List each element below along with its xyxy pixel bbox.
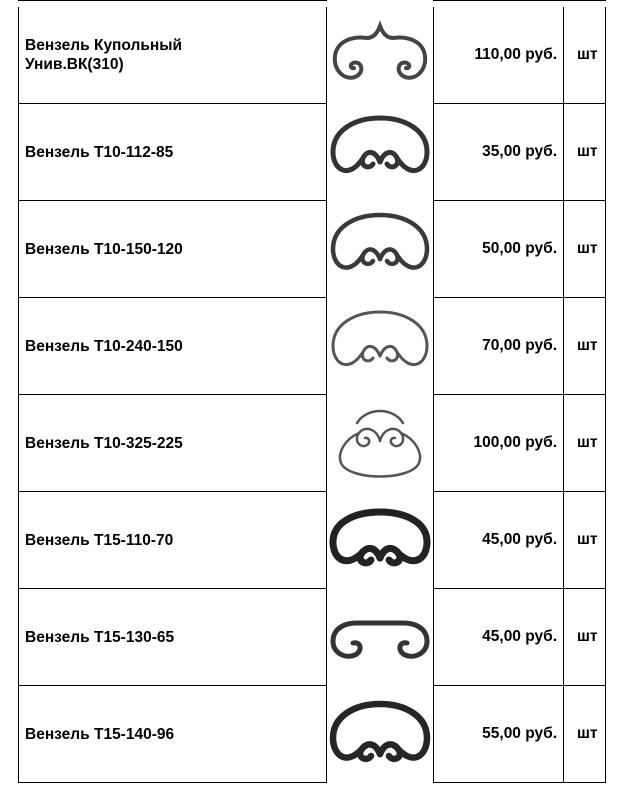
unit-cell [563, 589, 606, 686]
scroll-icon [327, 207, 434, 293]
dome-scroll-icon [327, 16, 434, 96]
price-column-top-border [433, 0, 606, 1]
table-row [0, 492, 636, 589]
unit: шт [577, 628, 598, 645]
unit: шт [577, 434, 598, 451]
product-image-cell [327, 298, 434, 395]
price-cell [433, 298, 564, 395]
product-name: Вензель Т10-150-120 [25, 240, 183, 258]
product-image-cell [327, 589, 434, 686]
unit-cell [563, 395, 606, 492]
table-row [0, 395, 636, 492]
thick-scroll-icon [327, 692, 434, 778]
price-cell [433, 492, 564, 589]
product-image-cell [327, 7, 434, 104]
unit-cell [563, 104, 606, 201]
price: 45,00 руб. [482, 628, 557, 645]
product-image-cell [327, 395, 434, 492]
price: 110,00 руб. [474, 46, 557, 63]
product-name: Вензель Купольный Унив.ВК(310) [25, 37, 183, 73]
product-image-cell [327, 492, 434, 589]
unit: шт [577, 337, 598, 354]
price-cell [433, 686, 564, 783]
price: 70,00 руб. [482, 337, 557, 354]
product-name: Вензель Т10-240-150 [25, 337, 183, 355]
scroll-icon [327, 110, 434, 196]
price-cell [433, 7, 564, 104]
product-image-cell [327, 201, 434, 298]
price: 100,00 руб. [473, 434, 557, 451]
flat-scroll-icon [327, 595, 434, 681]
table-row [0, 298, 636, 395]
product-name-cell [18, 104, 327, 201]
product-name-cell [18, 395, 327, 492]
product-name-cell [18, 492, 327, 589]
price: 35,00 руб. [482, 143, 557, 160]
price: 55,00 руб. [482, 725, 557, 742]
product-name: Вензель Т10-325-225 [25, 434, 183, 452]
table-row [0, 201, 636, 298]
thick-scroll-icon [327, 498, 434, 584]
double-spiral-scroll-icon [327, 401, 434, 487]
product-name-cell [18, 298, 327, 395]
unit: шт [577, 46, 598, 63]
product-name-cell [18, 7, 327, 104]
name-column-top-border [18, 0, 327, 1]
table-row [0, 7, 636, 104]
product-name-cell [18, 201, 327, 298]
product-image-cell [327, 104, 434, 201]
unit-cell [563, 686, 606, 783]
product-name: Вензель Т10-112-85 [25, 143, 174, 161]
price-cell [433, 589, 564, 686]
product-name: Вензель Т15-130-65 [25, 628, 175, 646]
price: 50,00 руб. [482, 240, 557, 257]
unit-cell [563, 492, 606, 589]
unit: шт [577, 143, 598, 160]
unit-cell [563, 7, 606, 104]
price-cell [433, 201, 564, 298]
product-name: Вензель Т15-140-96 [25, 725, 175, 743]
product-name-cell [18, 686, 327, 783]
unit: шт [577, 531, 598, 548]
price-cell [433, 104, 564, 201]
table-row [0, 104, 636, 201]
price: 45,00 руб. [482, 531, 557, 548]
unit-cell [563, 201, 606, 298]
product-name-cell [18, 589, 327, 686]
unit: шт [577, 725, 598, 742]
price-cell [433, 395, 564, 492]
unit-cell [563, 298, 606, 395]
table-row [0, 589, 636, 686]
thin-scroll-icon [327, 304, 434, 390]
table-row [0, 686, 636, 783]
product-image-cell [327, 686, 434, 783]
unit: шт [577, 240, 598, 257]
product-name: Вензель Т15-110-70 [25, 531, 174, 549]
